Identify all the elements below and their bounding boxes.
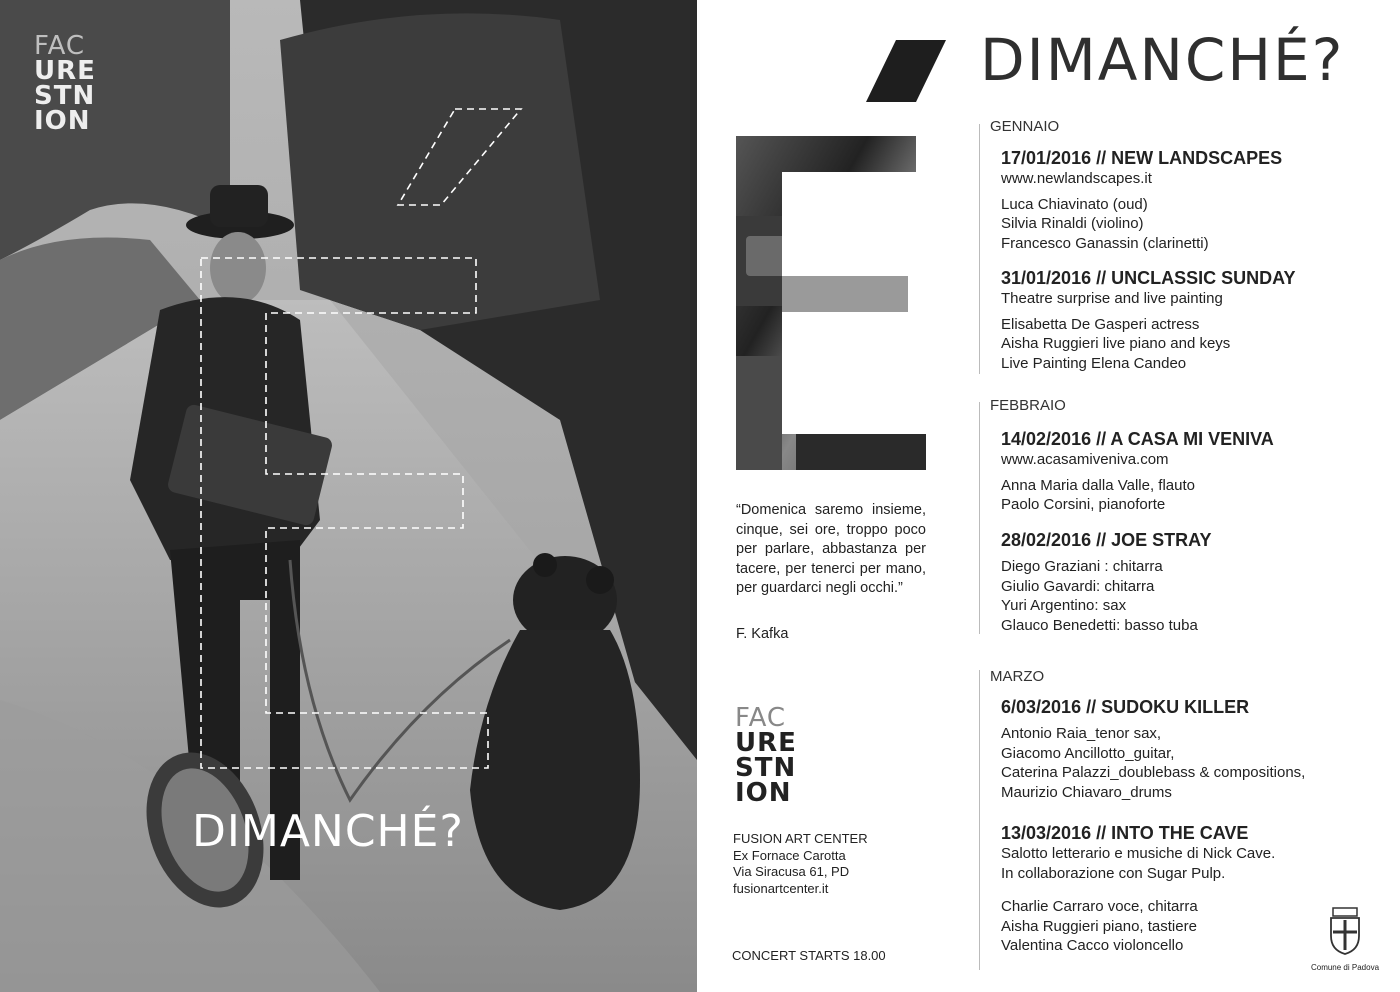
logo-line: URE: [34, 56, 96, 86]
event-subtitle: Theatre surprise and live painting: [1001, 290, 1223, 307]
logo-line: ION: [34, 106, 91, 136]
event-subtitle: In collaborazione con Sugar Pulp.: [1001, 864, 1226, 882]
logo-line: URE: [735, 728, 797, 758]
event-performer: Glauco Benedetti: basso tuba: [1001, 616, 1198, 634]
comune-crest: [1310, 906, 1380, 972]
venue-place: Ex Fornace Carotta: [733, 847, 846, 863]
cover-photo: [0, 0, 697, 992]
event-block: [1001, 268, 1295, 373]
right-logo: [735, 703, 797, 808]
concert-note: CONCERT STARTS 18.00: [732, 948, 886, 963]
event-block: [1001, 530, 1211, 635]
event-performer: Maurizio Chiavaro_drums: [1001, 783, 1172, 801]
logo-line: STN: [735, 753, 797, 783]
event-performer: Charlie Carraro voce, chitarra: [1001, 898, 1198, 915]
event-performer: Caterina Palazzi_doublebass & compositions,: [1001, 764, 1306, 781]
month-label: GENNAIO: [990, 118, 1060, 135]
event-block: [1001, 429, 1274, 515]
event-performer: Giacomo Ancillotto_guitar,: [1001, 744, 1175, 762]
accent-slash-icon: [866, 40, 946, 102]
event-block: [1001, 148, 1282, 253]
event-performer: Elisabetta De Gasperi actress: [1001, 315, 1200, 333]
event-performer: Giulio Gavardi: chitarra: [1001, 577, 1155, 595]
event-performer: Paolo Corsini, pianoforte: [1001, 496, 1166, 513]
crest-icon: [1325, 906, 1365, 956]
event-performer: Anna Maria dalla Valle, flauto: [1001, 476, 1196, 494]
event-performer: Silvia Rinaldi (violino): [1001, 215, 1144, 232]
photo-title: DIMANCHÉ?: [192, 806, 464, 857]
event-title: 28/02/2016 // JOE STRAY: [1001, 530, 1212, 550]
month-divider: [979, 670, 980, 970]
event-block: [1001, 697, 1305, 802]
page-title: DIMANCHÉ?: [980, 26, 1345, 94]
event-title: 31/01/2016 // UNCLASSIC SUNDAY: [1001, 268, 1296, 288]
event-performer: Live Painting Elena Candeo: [1001, 354, 1187, 372]
event-title: 14/02/2016 // A CASA MI VENIVA: [1001, 429, 1274, 449]
event-performer: Valentina Cacco violoncello: [1001, 937, 1184, 954]
event-block: [1001, 823, 1275, 956]
logo-line: FAC: [34, 31, 86, 61]
month-label: MARZO: [990, 668, 1045, 685]
venue-name: FUSION ART CENTER: [733, 831, 868, 846]
logo-line: FAC: [735, 703, 787, 733]
quote-text: “Domenica saremo insieme, cinque, sei ore, troppo poco per parlare, abbastanza per tacere, per tenerci per mano, per guardarci negli occhi.”: [736, 502, 926, 596]
quote-author: F. Kafka: [736, 626, 789, 642]
logo-line: STN: [34, 81, 96, 111]
month-divider: [979, 402, 980, 634]
logo-line: ION: [735, 778, 792, 808]
event-performer: Luca Chiavinato (oud): [1001, 195, 1148, 213]
event-performer: Aisha Ruggieri live piano and keys: [1001, 335, 1231, 352]
event-subtitle: Salotto letterario e musiche di Nick Cave.: [1001, 845, 1276, 862]
big-letter-e: [736, 136, 926, 470]
event-performer: Antonio Raia_tenor sax,: [1001, 725, 1162, 742]
venue-address: Via Siracusa 61, PD: [733, 864, 850, 879]
month-label: FEBBRAIO: [990, 397, 1066, 414]
event-title: 17/01/2016 // NEW LANDSCAPES: [1001, 148, 1283, 168]
event-performer: Diego Graziani : chitarra: [1001, 558, 1163, 575]
venue-site[interactable]: fusionartcenter.it: [733, 880, 829, 896]
event-title: 6/03/2016 // SUDOKU KILLER: [1001, 697, 1250, 717]
left-logo: [34, 31, 96, 136]
venue-info: [733, 831, 868, 897]
event-link[interactable]: www.newlandscapes.it: [1001, 170, 1152, 187]
event-link[interactable]: www.acasamiveniva.com: [1001, 451, 1169, 468]
month-divider: [979, 124, 980, 374]
event-title: 13/03/2016 // INTO THE CAVE: [1001, 823, 1249, 843]
event-performer: Francesco Ganassin (clarinetti): [1001, 234, 1209, 252]
event-performer: Aisha Ruggieri piano, tastiere: [1001, 917, 1197, 935]
event-performer: Yuri Argentino: sax: [1001, 597, 1127, 614]
crest-caption: Comune di Padova: [1310, 963, 1380, 972]
